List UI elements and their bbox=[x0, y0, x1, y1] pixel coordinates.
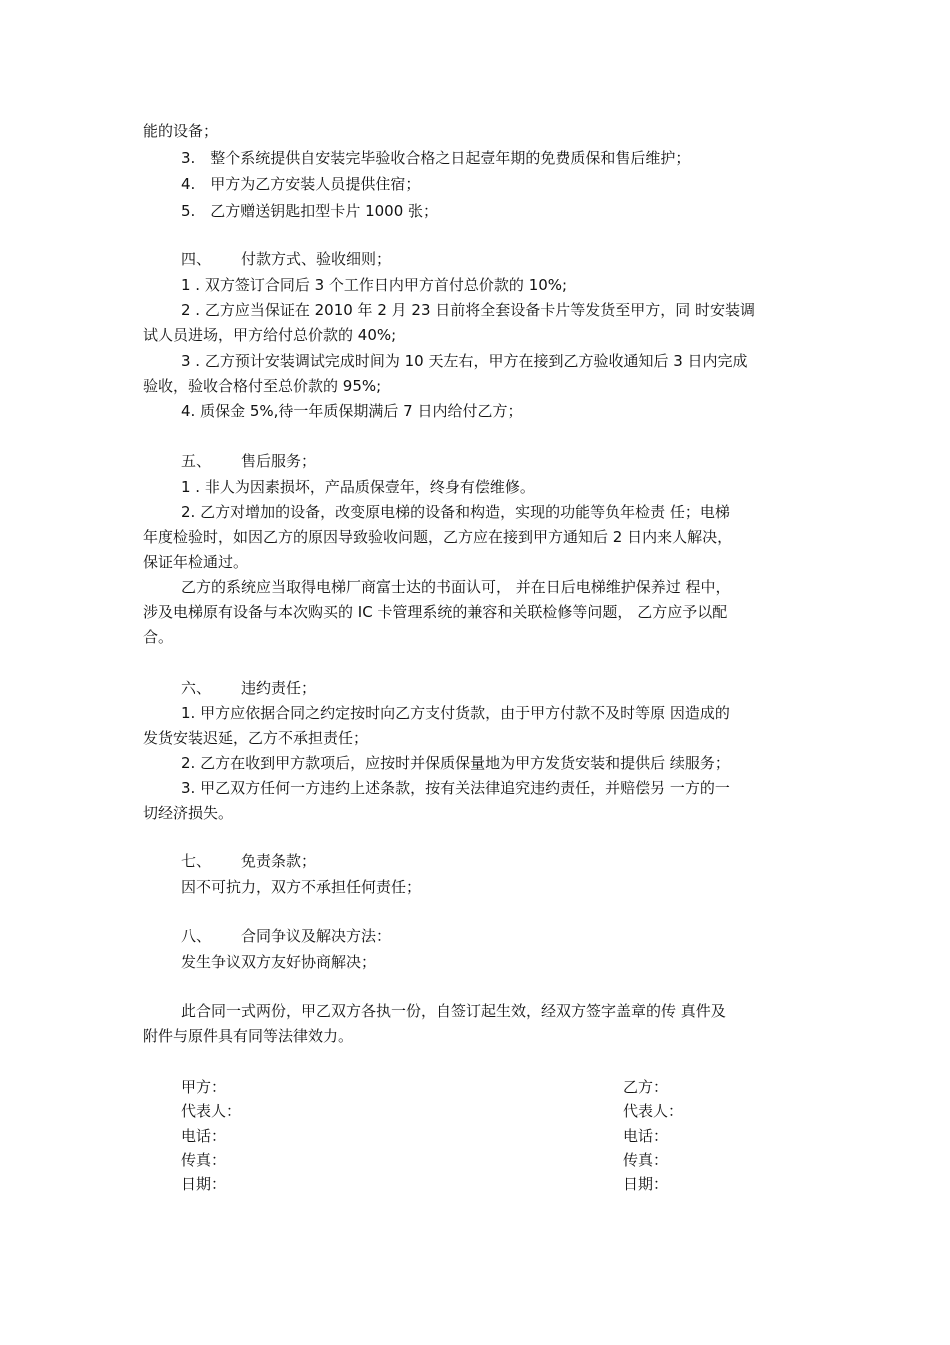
sec6-item-1-cont: 发货安装迟延，乙方不承担责任； bbox=[143, 729, 369, 747]
sec6-item-1: 1. 甲方应依据合同之约定按时向乙方支付货款，由于甲方付款不及时等原 因造成的 bbox=[181, 704, 730, 722]
party-a-phone-label: 电话： bbox=[181, 1127, 227, 1145]
party-b-phone-label: 电话： bbox=[623, 1127, 669, 1145]
section-4-number: 四、 bbox=[181, 250, 212, 268]
party-a-fax-label: 传真： bbox=[181, 1151, 227, 1169]
section-8-heading bbox=[181, 926, 818, 946]
sec4-item-3: 3 . 乙方预计安装调试完成时间为 10 天左右，甲方在接到乙方验收通知后 3 日内完成 bbox=[181, 352, 748, 370]
section-4-title: 付款方式、验收细则； bbox=[241, 250, 392, 268]
closing-paragraph: 此合同一式两份，甲乙双方各执一份，自签订起生效，经双方签字盖章的传 真件及 bbox=[181, 1002, 726, 1020]
section-7-number: 七、 bbox=[181, 852, 212, 870]
section-8-title: 合同争议及解决方法： bbox=[241, 927, 392, 945]
service-item-4: 4. 甲方为乙方安装人员提供住宿； bbox=[181, 175, 421, 193]
sec4-item-4: 4. 质保金 5%,待一年质保期满后 7 日内给付乙方； bbox=[181, 402, 523, 420]
party-b-date-label: 日期： bbox=[623, 1175, 669, 1193]
sec7-body: 因不可抗力，双方不承担任何责任； bbox=[181, 878, 422, 896]
sec6-item-2: 2. 乙方在收到甲方款项后，应按时并保质保量地为甲方发货安装和提供后 续服务； bbox=[181, 754, 730, 772]
closing-paragraph-cont: 附件与原件具有同等法律效力。 bbox=[143, 1027, 354, 1045]
section-8-number: 八、 bbox=[181, 927, 212, 945]
section-4-heading bbox=[181, 249, 818, 269]
section-5-heading bbox=[181, 451, 818, 471]
party-b-fax-label: 传真： bbox=[623, 1151, 669, 1169]
sec4-item-1: 1 . 双方签订合同后 3 个工作日内甲方首付总价款的 10%; bbox=[181, 276, 568, 294]
sec5-item-2-cont2: 保证年检通过。 bbox=[143, 553, 249, 571]
sec5-item-2: 2. 乙方对增加的设备，改变原电梯的设备和构造，实现的功能等负年检责 任；电梯 bbox=[181, 503, 730, 521]
sec5-item-2-cont: 年度检验时，如因乙方的原因导致验收问题，乙方应在接到甲方通知后 2 日内来人解决， bbox=[143, 528, 733, 546]
section-7-title: 免责条款； bbox=[241, 852, 317, 870]
service-item-3: 3. 整个系统提供自安装完毕验收合格之日起壹年期的免费质保和售后维护； bbox=[181, 149, 691, 167]
sec6-item-3: 3. 甲乙双方任何一方违约上述条款，按有关法律追究违约责任，并赔偿另 一方的一 bbox=[181, 779, 730, 797]
sec6-item-3-cont: 切经济损失。 bbox=[143, 804, 234, 822]
section-7-heading bbox=[181, 851, 818, 871]
party-b-label: 乙方： bbox=[623, 1078, 669, 1096]
section-6-heading bbox=[181, 678, 818, 698]
section-5-number: 五、 bbox=[181, 452, 212, 470]
section-5-title: 售后服务； bbox=[241, 452, 317, 470]
sec5-item-1: 1 . 非人为因素损坏，产品质保壹年，终身有偿维修。 bbox=[181, 478, 535, 496]
sec5-paragraph-cont: 涉及电梯原有设备与本次购买的 IC 卡管理系统的兼容和关联检修等问题， 乙方应予以配 bbox=[143, 603, 728, 621]
sec5-paragraph-cont2: 合。 bbox=[143, 628, 174, 646]
party-a-representative-label: 代表人： bbox=[181, 1102, 242, 1120]
sec4-item-2-cont: 试人员进场，甲方给付总价款的 40%; bbox=[143, 326, 397, 344]
sec8-body: 发生争议双方友好协商解决； bbox=[181, 953, 377, 971]
intro-tail: 能的设备； bbox=[143, 122, 219, 140]
sec4-item-2: 2 . 乙方应当保证在 2010 年 2 月 23 日前将全套设备卡片等发货至甲方，同 时安装调 bbox=[181, 301, 756, 319]
service-item-5: 5. 乙方赠送钥匙扣型卡片 1000 张； bbox=[181, 202, 439, 220]
section-6-number: 六、 bbox=[181, 679, 212, 697]
party-b-representative-label: 代表人： bbox=[623, 1102, 684, 1120]
section-6-title: 违约责任； bbox=[241, 679, 317, 697]
party-a-date-label: 日期： bbox=[181, 1175, 227, 1193]
sec5-paragraph: 乙方的系统应当取得电梯厂商富士达的书面认可， 并在日后电梯维护保养过 程中， bbox=[181, 578, 731, 596]
sec4-item-3-cont: 验收，验收合格付至总价款的 95%; bbox=[143, 377, 382, 395]
party-a-label: 甲方： bbox=[181, 1078, 227, 1096]
